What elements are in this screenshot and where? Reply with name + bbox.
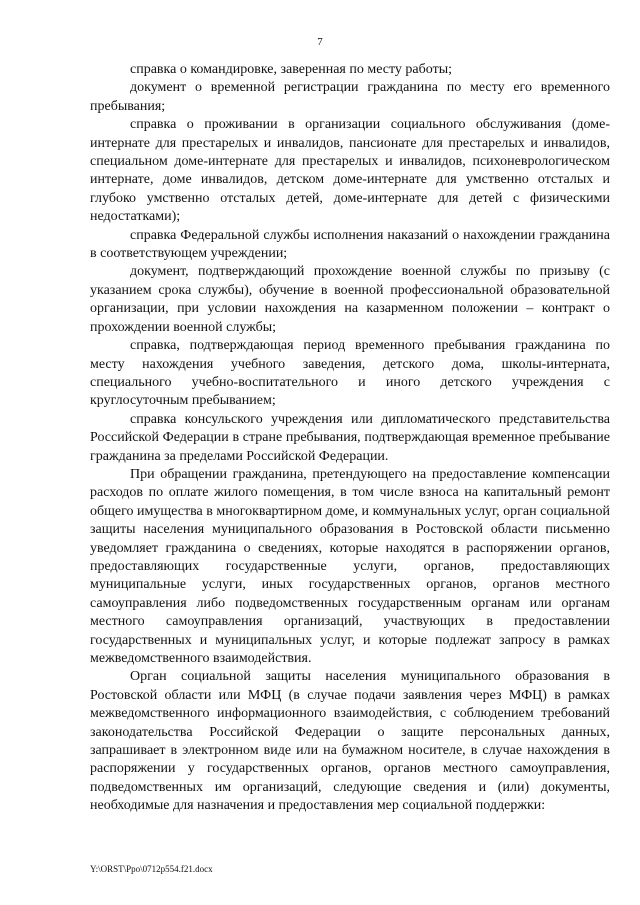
paragraph: При обращении гражданина, претендующего на предоставление компенсации расходов по оплате жилого помещения, в том числе взноса на капитальный ремонт общего имущества в многоквартирном доме, и коммунальных услуг, орган социальной защиты населения муниципального образования в Ростовской области письменно уведомляет гражданина о сведениях, которые находятся в распоряжении органов, предоставляющих государственные услуги, органов, предоставляющих муниципальные услуги, иных государственных органов, органов местного самоуправления либо подведомственных государственным органам или органам местного самоуправления организаций, участвующих в предоставлении государственных и муниципальных услуг, и которые подлежат запросу в рамках межведомственного взаимодействия. bbox=[90, 466, 610, 666]
paragraph: Орган социальной защиты населения муниципального образования в Ростовской области или МФЦ (в случае подачи заявления через МФЦ) в рамках межведомственного информационного взаимодействия, с соблюдением требований законодательства Российской Федерации о защите персональных данных, запрашивает в электронном виде или на бумажном носителе, в случае нахождения в распоряжении у государственных органов, органов местного самоуправления, подведомственных им организаций, следующие сведения и (или) документы, необходимые для назначения и предоставления мер социальной поддержки: bbox=[90, 669, 610, 814]
document-body bbox=[90, 61, 610, 816]
paragraph: справка Федеральной службы исполнения наказаний о нахождении гражданина в соответствующем учреждении; bbox=[90, 227, 610, 262]
paragraph: справка о командировке, заверенная по месту работы; bbox=[130, 62, 452, 77]
paragraph: документ о временной регистрации гражданина по месту его временного пребывания; bbox=[90, 80, 610, 114]
paragraph: справка, подтверждающая период временного пребывания гражданина по месту нахождения учебного заведения, детского дома, школы-интерната, специального учебно-воспитательного и иного детского учреждения с круглосуточным пребыванием; bbox=[90, 338, 610, 409]
paragraph: справка консульского учреждения или дипломатического представительства Российской Федерации в стране пребывания, подтверждающая временное пребывание гражданина за пределами Российской Федерации. bbox=[90, 411, 610, 464]
paragraph: документ, подтверждающий прохождение военной службы по призыву (с указанием срока службы), обучение в военной профессиональной образовательной организации, при условии нахождения на казарменном положении – контракт о прохождении военной службы; bbox=[90, 264, 610, 335]
page-number: 7 bbox=[317, 36, 323, 48]
paragraph: справка о проживании в организации социального обслуживания (доме-интернате для престарелых и инвалидов, пансионате для престарелых и инвалидов, специальном доме-интернате для престарелых и инвалидов, психоневрологическом интернате, доме инвалидов, детском доме-интернате для умственно отсталых и глубоко умственно отсталых детей, доме-интернате для детей с физическими недостатками); bbox=[90, 117, 610, 225]
file-path-footer: Y:\ORST\Ppo\0712p554.f21.docx bbox=[90, 864, 213, 874]
